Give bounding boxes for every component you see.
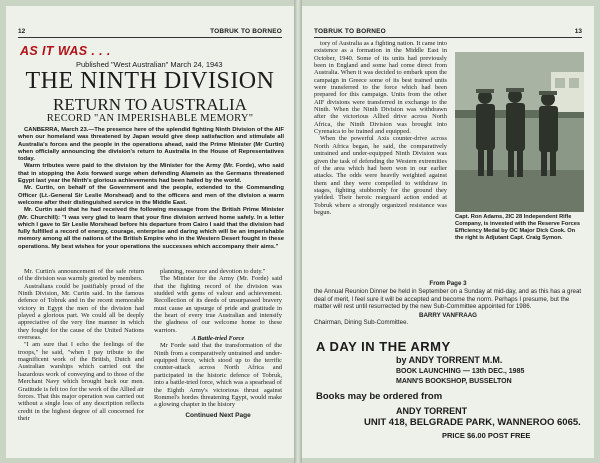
- from-page-heading: From Page 3: [429, 280, 467, 287]
- right-running-header: [314, 28, 582, 38]
- page-number: 12: [18, 28, 26, 35]
- right-column-1: [314, 40, 447, 216]
- section-subhead: A Battle-tried Force: [191, 335, 245, 343]
- ad-author: by ANDY TORRENT M.M.: [396, 355, 503, 365]
- ad-contact-address: UNIT 418, BELGRADE PARK, WANNEROO 6065.: [364, 417, 581, 428]
- article-subtitle: RETURN TO AUSTRALIA: [53, 95, 247, 114]
- left-column-1: [18, 268, 144, 422]
- body-paragraph: When the powerful Axis counter-drive across North Africa began, he said, the comparatively untrained and under-equipped Ninth Division was given the task of defending the Western extremities of the area which had been won in our earlier attacks. The odds were heavily weighted against them and they were compelled to withdraw in stages, fighting stubbornly for the ground they yielded. Their heroic rearguard action ended at Tobruk where a strongly organized resistance was begun.: [314, 135, 447, 216]
- continued-note: Continued Next Page: [185, 411, 251, 419]
- photo-caption: Capt. Ron Adams, 2IC 28 Independent Rifle Company, is invested with the Reserve Forces Efficiency Medal by OC Major Dick Cook. On the right is Adjutant Capt. Craig Symon.: [455, 214, 581, 241]
- body-paragraph: Mr Forde said that the transformation of the Ninth from a comparatively untrained and under-equipped force, which stood up to the terrific counter-attack across North Africa and participated in the historic defence of Tobruk, into a battle-tried force, which was a spearhead of the Eighth Army's victorious thrust against Rommel's hordes threatening Egypt, would make a glowing chapter in the history: [154, 342, 282, 409]
- from-page-text: the Annual Reunion Dinner be held in September on a Sunday at mid-day, and as this has a great deal of merit, I feel sure it will be accepted and become the norm. Perhaps I presume, but the matter will rest until resurrected by the new Sub-Committee appointed for 1986.: [314, 288, 582, 311]
- left-page: [6, 6, 294, 458]
- page-number: 13: [574, 28, 582, 35]
- body-paragraph: planning, resource and devotion to duty.": [160, 268, 266, 275]
- ad-order-line: Books may be ordered from: [316, 391, 443, 402]
- article-title: THE NINTH DIVISION: [25, 68, 275, 94]
- lead-paragraph: Warm tributes were paid to the division by the Minister for the Army (Mr. Forde), who said that in stopping the Axis forward surge when defending Alamein as the Germans threatened Egypt last year the Ninth's glorious achievements had been hailed by the world.: [18, 163, 284, 185]
- article-deck: RECORD "AN IMPERISHABLE MEMORY": [46, 113, 254, 124]
- body-paragraph: Mr. Curtin's announcement of the safe return of the division was warmly greeted by members.: [18, 268, 144, 283]
- publication-line: Published "West Australian" March 24, 1943: [76, 60, 223, 69]
- lead-paragraph: CANBERRA, March 23.—The presence here of the splendid fighting Ninth Division of the AIF when our homeland was threatened by Japan would give deep satisfaction and stimulate all Australia's forces and the people in the operations ahead, said the Prime Minister (Mr Curtin) when officially announcing the division's return to Australia in the House of Representatives today.: [18, 127, 284, 163]
- running-head: TOBRUK TO BORNEO: [314, 28, 386, 35]
- book-advertisement: [316, 339, 584, 449]
- continued-from-section: [314, 280, 582, 326]
- running-head: TOBRUK TO BORNEO: [210, 28, 282, 35]
- book-spine: [294, 0, 302, 463]
- kicker-heading: AS IT WAS . . .: [20, 44, 111, 58]
- right-page: [302, 6, 594, 458]
- lead-paragraphs: [18, 127, 284, 251]
- lead-paragraph: Mr. Curtin, on behalf of the Government and the people, extended to the Commanding Officer (Lt.-General Sir Leslie Morshead) and to the officers and men of the division a warm welcome after their distinguished service in the Middle East.: [18, 185, 284, 206]
- ad-launch-date: BOOK LAUNCHING — 13th DEC., 1985: [396, 368, 525, 375]
- photo-image: [455, 52, 584, 212]
- lead-paragraph: Mr. Curtin said that he had received the following message from the British Prime Minister (Mr. Churchill): "I was very glad to learn that your fine division arrived home safely. In a letter which I gave to Sir Leslie Morshead before his departure from Cairo I said that the division had fully fulfilled a record of energy, courage, enterprise and daring which will be an imperishable memory among all the nations of the British Empire who in the Western Desert fought in these operations. My best wishes for your operations the successes which accompany their aims.": [18, 207, 284, 250]
- ad-price: PRICE $6.00 POST FREE: [442, 431, 531, 440]
- ad-book-title: A DAY IN THE ARMY: [316, 339, 451, 354]
- photo-medal-ceremony: [455, 52, 584, 212]
- signature-role: Chairman, Dining Sub-Committee.: [314, 319, 409, 327]
- body-paragraph: "I am sure that I echo the feelings of the troops," he said, "when I pay tribute to the magnificent work of the British, Dutch and Australian warships which carried out the hazardous work of conveying and to those of the Merchant Navy which brought back our men. Gratitude is felt too for the work of the Allied air forces. That this major operation was carried out without a single loss of any description reflects credit in the highest degree of all concerned for their: [18, 341, 144, 422]
- body-paragraph: tory of Australia as a fighting nation. It came into existence as a formation in the Middle East in October, 1940. Some of its units had previously been in England and some had come direct from Australia. When it was decided to embark upon the campaign in Greece some of its best trained units were transferred to the force which had been prepared for this campaign. Units from the other AIF divisions were transferred in exchange to the Ninth. When the Ninth Division was withdrawn after the victorious Allied drive across North Africa, the Ninth Division was brought into Cyrenaica to be trained and equipped.: [314, 40, 447, 136]
- body-paragraph: Australians could be justifiably proud of the Ninth Division, Mr. Curtin said. In the famous defence of Tobruk and in the recent memorable victory in Egypt the men of the division had played a glorious part. We could all be deeply appreciative of the very fine manner in which they fought for the cause of the United Nations overseas.: [18, 282, 144, 342]
- ad-contact-name: ANDY TORRENT: [396, 406, 468, 416]
- left-column-2: [154, 268, 282, 419]
- left-running-header: [18, 28, 282, 38]
- signature-name: BARRY VANFRAAG: [419, 311, 477, 319]
- body-paragraph: The Minister for the Army (Mr. Forde) said that the fighting record of the division was studded with gems of valour and achievement. Recollection of its deeds of unsurpassed bravery must cause an upsurge of pride and gratitude in the heart of every true Australian and intensify the gladness of our welcome home to these warriors.: [154, 275, 282, 334]
- ad-bookshop: MANN'S BOOKSHOP, BUSSELTON: [396, 378, 512, 385]
